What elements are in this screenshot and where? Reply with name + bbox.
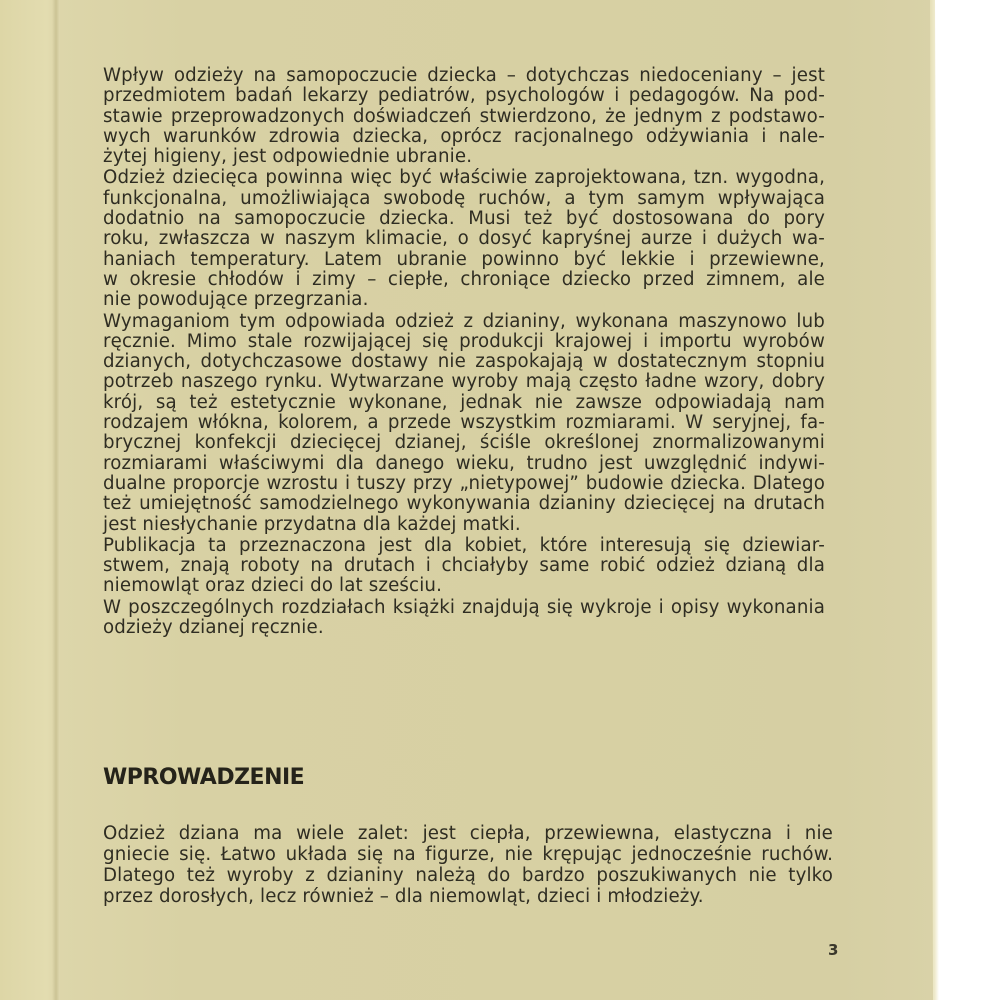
text-line: ręcznie. Mimo stale rozwijającej się produkcji krajowej i importu wyrobów [103, 330, 825, 352]
text-line: gniecie się. Łatwo układa się na figurze, nie krępując jednocześnie ruchów. [103, 844, 833, 865]
text-line: żytej higieny, jest odpowiednie ubranie. [103, 146, 473, 168]
text-line: niemowląt oraz dzieci do lat sześciu. [103, 575, 443, 597]
text-line: też umiejętność samodzielnego wykonywania dzianiny dziecięcej na drutach [103, 493, 825, 515]
text-line: funkcjonalna, umożliwiająca swobodę ruchów, a tym samym wpływająca [103, 187, 825, 209]
section-intro-text [103, 823, 833, 907]
text-line: potrzeb naszego rynku. Wytwarzane wyroby mają często ładne wzory, dobry [103, 371, 825, 393]
body-text [103, 66, 825, 639]
paragraph-2 [103, 168, 825, 310]
text-line: nie powodujące przegrzania. [103, 289, 369, 311]
paragraph-1 [103, 66, 825, 167]
section-heading: WPROWADZENIE [103, 765, 305, 790]
text-line: stawie przeprowadzonych doświadczeń stwierdzono, że jednym z podstawo- [103, 105, 825, 127]
text-line: haniach temperatury. Latem ubranie powinno być lekkie i przewiewne, [103, 248, 825, 270]
paragraph-5 [103, 598, 825, 639]
text-line: wych warunków zdrowia dziecka, oprócz racjonalnego odżywiania i nale- [103, 125, 825, 147]
book-spine-shadow [52, 0, 60, 1000]
text-line: Wpływ odzieży na samopoczucie dziecka – dotychczas niedoceniany – jest [103, 65, 825, 86]
text-line: rodzajem włókna, kolorem, a przede wszystkim rozmiarami. W seryjnej, fa- [103, 412, 825, 434]
text-line: przedmiotem badań lekarzy pediatrów, psychologów i pedagogów. Na pod- [103, 85, 825, 107]
text-line: W poszczególnych rozdziałach książki znajdują się wykroje i opisy wykonania [103, 596, 825, 618]
text-line: stwem, znają roboty na drutach i chciałyby same robić odzież dzianą dla [103, 555, 825, 577]
text-line: dualne proporcje wzrostu i tuszy przy „nietypowej” budowie dziecka. Dlatego [103, 472, 825, 494]
paragraph-3 [103, 312, 825, 535]
text-line: odzieży dzianej ręcznie. [103, 617, 324, 639]
text-line: Odzież dziecięca powinna więc być właściwie zaprojektowana, tzn. wygodna, [103, 167, 825, 189]
text-line: Odzież dziana ma wiele zalet: jest ciepła, przewiewna, elastyczna i nie [103, 823, 833, 844]
text-line: brycznej konfekcji dziecięcej dzianej, ściśle określonej znormalizowanymi [103, 432, 825, 454]
text-line: w okresie chłodów i zimy – ciepłe, chroniące dziecko przed zimnem, ale [103, 268, 825, 290]
page-number: 3 [828, 941, 839, 959]
text-line: krój, są też estetycznie wykonane, jednak nie zawsze odpowiadają nam [103, 391, 825, 413]
text-line: Dlatego też wyroby z dzianiny należą do bardzo poszukiwanych nie tylko [103, 865, 833, 886]
text-line: roku, zwłaszcza w naszym klimacie, o dosyć kapryśnej aurze i dużych wa- [103, 228, 825, 250]
text-line: rozmiarami właściwymi dla danego wieku, trudno jest uwzględnić indywi- [103, 452, 825, 474]
text-line: jest niesłychanie przydatna dla każdej matki. [103, 513, 521, 535]
text-line: przez dorosłych, lecz również – dla niemowląt, dzieci i młodzieży. [103, 886, 704, 907]
text-line: Wymaganiom tym odpowiada odzież z dzianiny, wykonana maszynowo lub [103, 310, 825, 332]
paragraph-4 [103, 536, 825, 597]
text-line: dodatnio na samopoczucie dziecka. Musi też być dostosowana do pory [103, 208, 825, 230]
text-line: dzianych, dotychczasowe dostawy nie zaspokajają w dostatecznym stopniu [103, 351, 825, 373]
text-line: Publikacja ta przeznaczona jest dla kobiet, które interesują się dziewiar- [103, 534, 825, 556]
